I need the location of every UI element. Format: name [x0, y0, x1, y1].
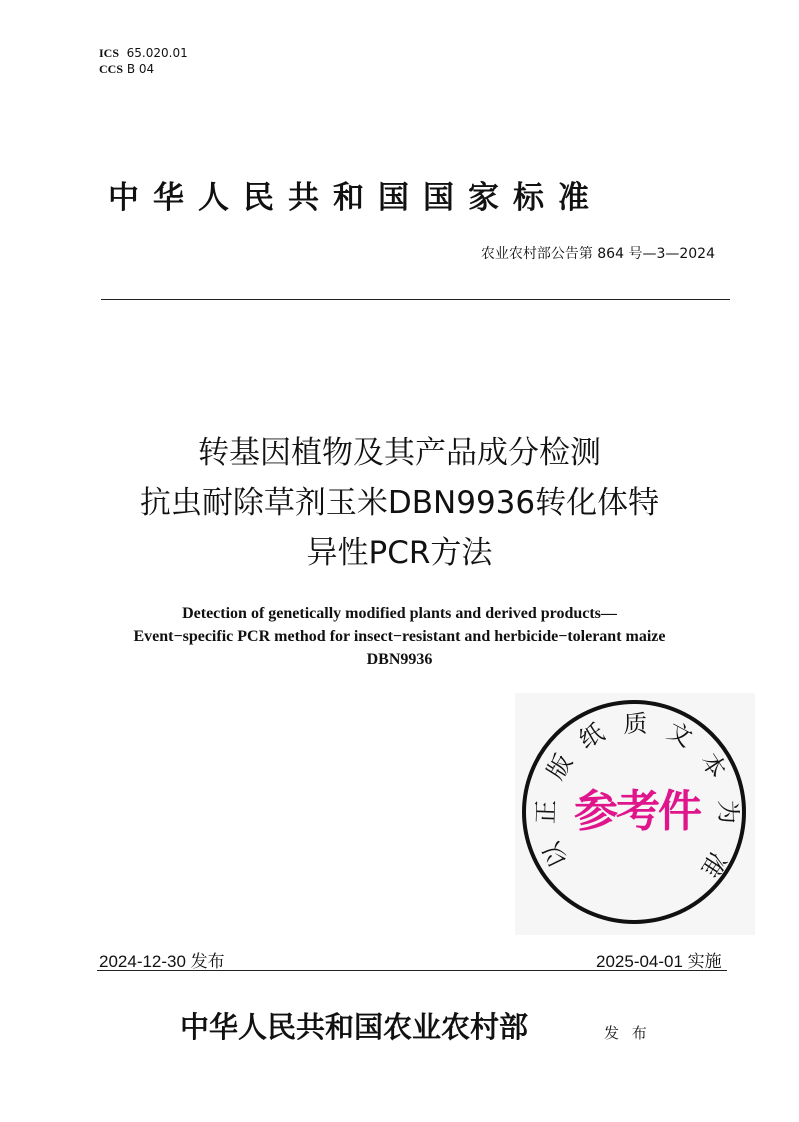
english-title — [0, 602, 799, 671]
english-title-line: DBN9936 — [366, 651, 433, 668]
ccs-label: CCS — [99, 62, 124, 76]
publish-date: 2024-12-30 发布 — [99, 952, 225, 971]
ics-value: 65.020.01 — [126, 46, 188, 60]
national-standard-heading: 中华人民共和国国家标准 — [108, 180, 603, 216]
stamp-char: 本 — [695, 747, 732, 784]
english-title-line: Detection of genetically modified plants and derived products— — [182, 605, 617, 622]
chinese-title-line: 异性PCR方法 — [306, 535, 493, 571]
stamp-char: 以 — [537, 837, 574, 872]
issuer-suffix: 发 布 — [604, 1024, 651, 1042]
ccs-value: B 04 — [126, 62, 155, 76]
ics-label: ICS — [99, 46, 120, 60]
stamp-char: 正 — [531, 799, 561, 825]
stamp-char: 文 — [662, 716, 697, 753]
stamp-char: 纸 — [574, 718, 609, 755]
stamp-char: 准 — [695, 846, 732, 883]
chinese-title — [0, 428, 799, 578]
implement-date: 2025-04-01 实施 — [596, 952, 722, 971]
chinese-title-line: 抗虫耐除草剂玉米DBN9936转化体特 — [139, 485, 660, 521]
divider — [101, 299, 730, 300]
standard-number: 农业农村部公告第 864 号—3—2024 — [480, 246, 715, 262]
english-title-line: Event−specific PCR method for insect−resistant and herbicide−tolerant maize — [133, 628, 666, 645]
stamp-char: 版 — [541, 749, 579, 785]
reference-copy-seal: 参考件 — [574, 786, 700, 837]
stamp-char: 质 — [623, 709, 648, 739]
chinese-title-line: 转基因植物及其产品成分检测 — [198, 435, 601, 471]
stamp-char: 为 — [713, 799, 743, 825]
divider — [97, 970, 727, 971]
classification-codes — [99, 45, 188, 77]
issuer: 中华人民共和国农业农村部 — [180, 1010, 529, 1044]
